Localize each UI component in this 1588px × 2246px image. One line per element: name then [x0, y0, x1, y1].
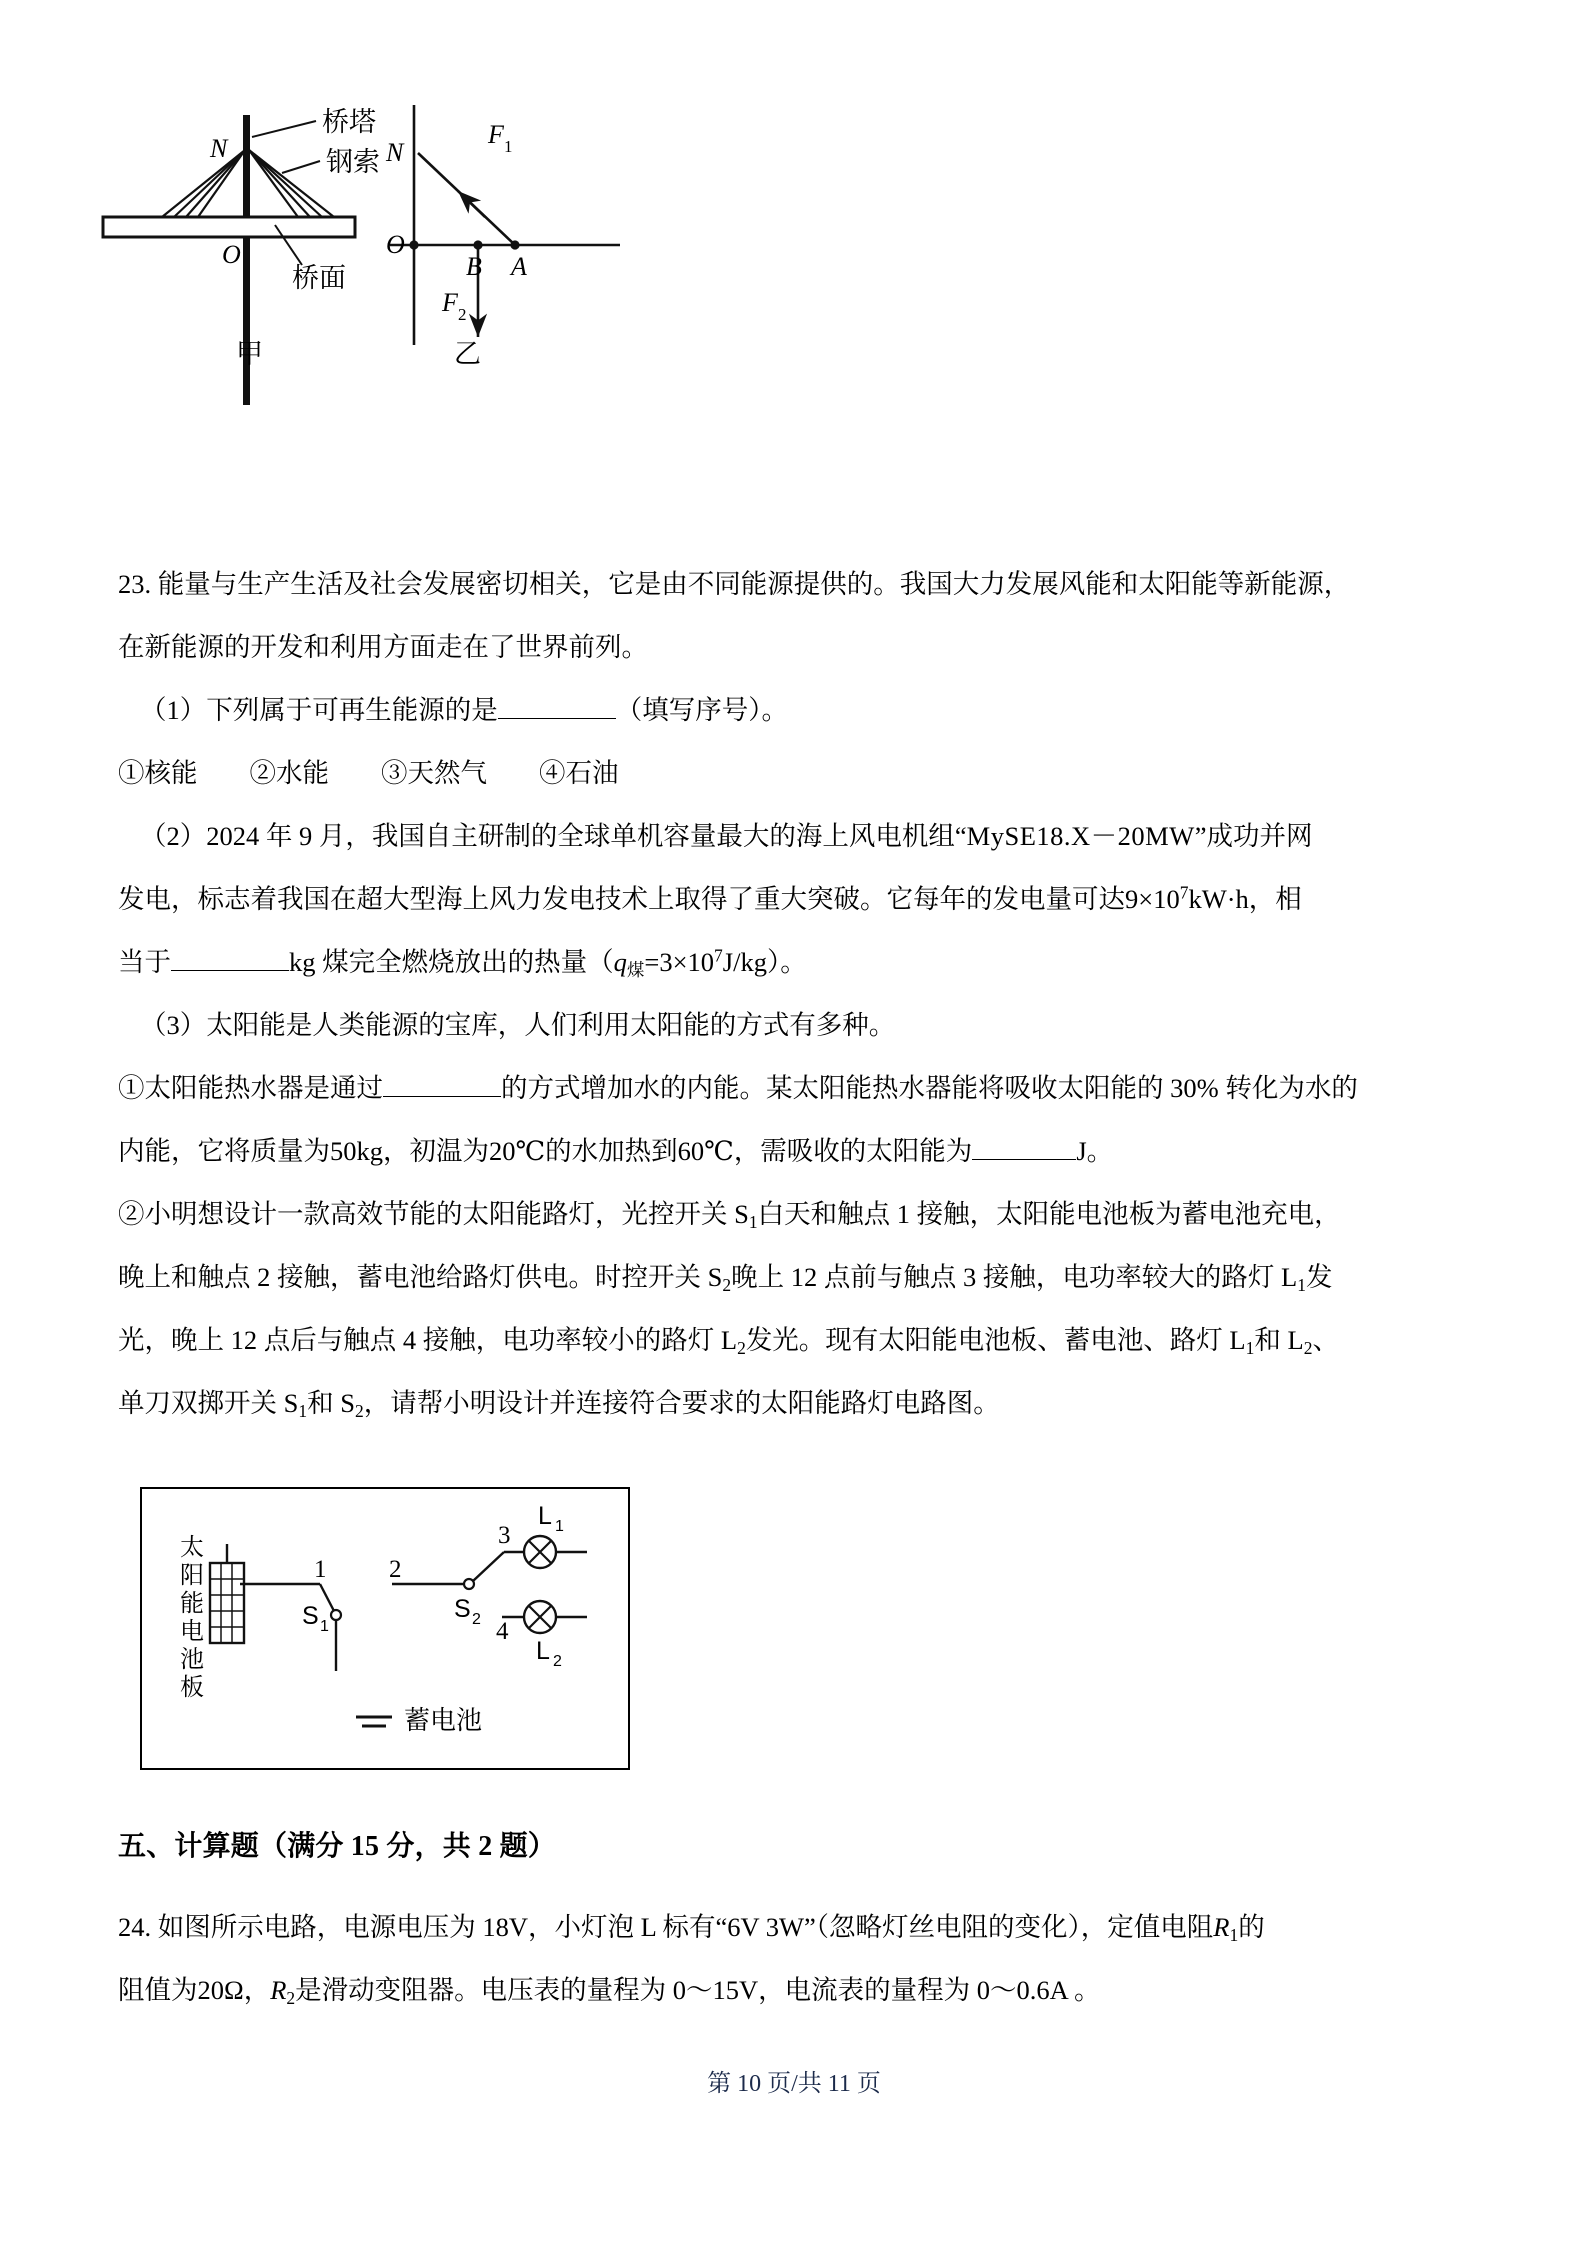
circuit-lamp-L1: L [538, 1502, 552, 1530]
q23-item1-mass: 50kg [330, 1136, 383, 1166]
bridge-label-tower: 桥塔 [322, 107, 376, 137]
q23-part3-item1-line1 [118, 1057, 1478, 1120]
q23-item1-temp2: 60℃ [677, 1136, 734, 1166]
q23-item2-l4-b: 和 S [307, 1388, 355, 1418]
q23-part2-line3 [118, 931, 1478, 994]
force-label-F1: F [488, 120, 504, 149]
force-point-O: O [386, 230, 405, 259]
circuit-diagram [142, 1489, 628, 1768]
bridge-label-cable: 钢索 [326, 147, 380, 177]
question-24-block [118, 1896, 1478, 2022]
q24-l2-a: 阻值为 [118, 1975, 198, 2005]
q23-item2-l3-d: 、 [1312, 1325, 1339, 1355]
q23-stem-text1: 能量与生产生活及社会发展密切相关，它是由不同能源提供的。我国大力发展风能和太阳能等新能源， [157, 569, 1351, 599]
q24-resistor-R2-sub: 2 [286, 1987, 296, 2008]
q23-item2-l3-a: 光，晚上 12 点后与触点 4 接触，电功率较小的路灯 L [118, 1325, 738, 1355]
q24-l1-c: ”（忽略灯丝电阻的变化），定值电阻 [804, 1912, 1214, 1942]
q23-item1-c-d: ，需吸收的太阳能为 [733, 1136, 973, 1166]
q23-part2-q-eq: =3×10 [644, 947, 715, 977]
circuit-switch-S1-sub: 1 [320, 1618, 329, 1635]
q24-l1-a: . 如图所示电路，电源电压为 18V，小灯泡 L 标有“ [144, 1912, 728, 1942]
svg-text:能: 能 [180, 1590, 204, 1617]
q23-item2-l4-sub: 1 [298, 1400, 308, 1421]
q23-item2-l2-b: 晚上 12 点前与触点 3 接触，电功率较大的路灯 L [731, 1262, 1298, 1292]
q23-part2-text3-b: kg 煤完全燃烧放出的热量（ [289, 947, 614, 977]
force-point-N: N [386, 138, 404, 167]
q23-item2-l2-sub2: 1 [1297, 1274, 1306, 1295]
q23-item2-l3-sub: 2 [737, 1337, 746, 1358]
solar-panel-label-group [180, 1534, 204, 1701]
q23-part3-item2-line3 [118, 1309, 1478, 1372]
q24-resistor-R1-sub: 1 [1229, 1924, 1239, 1945]
q23-part3-intro: （3）太阳能是人类能源的宝库，人们利用太阳能的方式有多种。 [140, 1010, 896, 1040]
circuit-contact-1: 1 [314, 1556, 327, 1583]
q23-part2-text-a: （2）2024 年 9 月，我国自主研制的全球单机容量最大的海上风电机组“ [140, 821, 967, 851]
q24-resistor-R2: R [270, 1975, 287, 2005]
q24-resistance-value: 20Ω [197, 1975, 244, 2005]
svg-text:电: 电 [180, 1618, 204, 1645]
circuit-switch-S1: S [302, 1602, 319, 1630]
q23-item2-l4-sub2: 2 [355, 1400, 364, 1421]
q23-part3-item2-line4 [118, 1372, 1478, 1435]
q24-lamp-spec: 6V 3W [727, 1912, 805, 1942]
q23-part2-q-symbol: q [613, 947, 627, 977]
top-figures-group [0, 0, 1588, 520]
circuit-contact-4: 4 [496, 1618, 509, 1645]
svg-text:太: 太 [180, 1534, 204, 1561]
q24-line1 [118, 1896, 1478, 1959]
q23-option-1[interactable]: ①核能 [118, 758, 198, 788]
q23-item1-temp1: 20℃ [489, 1136, 546, 1166]
q23-item1-c-a: 内能，它将质量为 [118, 1136, 330, 1166]
q23-item1-c-c: 的水加热到 [545, 1136, 678, 1166]
q23-part2-q-sub: 煤 [626, 959, 645, 980]
q23-item2-l4-a: 单刀双掷开关 S [118, 1388, 299, 1418]
force-label-F2-sub: 2 [458, 305, 467, 324]
q23-item2-l2-a: 晚上和触点 2 接触，蓄电池给路灯供电。时控开关 S [118, 1262, 723, 1292]
q23-item1-blank2[interactable] [972, 1159, 1076, 1160]
q23-option-2[interactable]: ②水能 [249, 758, 329, 788]
q23-item1-blank[interactable] [383, 1096, 501, 1097]
page-footer: 第 10 页/共 11 页 [707, 2071, 881, 2097]
force-label-F1-sub: 1 [504, 137, 513, 156]
q23-item1-c-b: ，初温为 [383, 1136, 489, 1166]
circuit-diagram-box [140, 1487, 630, 1770]
q23-option-3[interactable]: ③天然气 [381, 758, 487, 788]
q23-part2-text-c: ”成功并网 [1194, 821, 1313, 851]
q23-part1-blank[interactable] [498, 718, 616, 719]
q23-number: 23 [118, 569, 145, 599]
q23-part1-prefix: （1）下列属于可再生能源的是 [140, 695, 498, 725]
force-label-F2: F [442, 288, 458, 317]
svg-text:池: 池 [180, 1646, 204, 1673]
q24-l2-c: ， [243, 1975, 271, 2005]
circuit-battery-label: 蓄电池 [404, 1705, 483, 1735]
q23-part2-energy-exp: 7 [1179, 882, 1189, 903]
svg-text:板: 板 [180, 1674, 204, 1701]
q23-item2-l1-b: 白天和触点 1 接触，太阳能电池板为蓄电池充电， [757, 1199, 1341, 1229]
circuit-switch-S2-sub: 2 [472, 1611, 481, 1628]
q23-item2-l2-c: 发 [1305, 1262, 1333, 1292]
section-5-title: 五、计算题（满分 15 分，共 2 题） [118, 1831, 557, 1862]
circuit-lamp-L2: L [536, 1637, 550, 1665]
q23-part2-q-unit: J/kg [722, 947, 767, 977]
q23-item2-l4-c: ，请帮小明设计并连接符合要求的太阳能路灯电路图。 [363, 1388, 1000, 1418]
q23-item2-l1-sub: 1 [748, 1211, 758, 1232]
q23-item2-l2-sub: 2 [722, 1274, 732, 1295]
circuit-contact-3: 3 [498, 1522, 511, 1549]
q24-l2-d: 是滑动变阻器。电压表的量程为 0～15V，电流表的量程为 0～0.6A 。 [295, 1975, 1101, 2005]
q23-item1-text-b: 的方式增加水的内能。某太阳能热水器能将吸收太阳能的 30% 转化为水的 [501, 1073, 1358, 1103]
q24-l1-d: 的 [1238, 1912, 1265, 1942]
q23-stem-line1 [118, 553, 1478, 616]
q23-part3-item1-line2 [118, 1120, 1478, 1183]
q24-resistor-R1: R [1213, 1912, 1230, 1942]
q23-part2-text2-a: 发电，标志着我国在超大型海上风力发电技术上取得了重大突破。它每年的发电量可达 [118, 884, 1125, 914]
q23-part2-energy-unit: kW·h [1188, 884, 1249, 914]
q23-part1-suffix: （填写序号）。 [615, 695, 788, 725]
force-diagram [380, 95, 710, 465]
q24-line2 [118, 1959, 1478, 2022]
force-point-B: B [466, 252, 482, 281]
q24-number: 24 [118, 1912, 145, 1942]
q23-part2-model: MySE18.X－20MW [966, 821, 1195, 851]
q23-part2-energy: 9×10 [1125, 884, 1180, 914]
q23-part3-item2-line2 [118, 1246, 1478, 1309]
q23-dot: . [144, 569, 158, 599]
q23-item2-l3-c: 和 L [1254, 1325, 1304, 1355]
force-point-A: A [511, 252, 527, 281]
q23-item2-l1-a: ②小明想设计一款高效节能的太阳能路灯，光控开关 S [118, 1199, 749, 1229]
bridge-caption: 甲 [236, 339, 263, 369]
q23-option-4[interactable]: ④石油 [539, 758, 619, 788]
q23-part2-text3-a: 当于 [118, 947, 171, 977]
svg-text:阳: 阳 [180, 1562, 204, 1589]
circuit-lamp-L2-sub: 2 [553, 1653, 562, 1670]
q23-part2-line2 [118, 868, 1478, 931]
q23-part2-text3-c: ）。 [766, 947, 807, 977]
q23-item2-l3-b: 发光。现有太阳能电池板、蓄电池、路灯 L [745, 1325, 1246, 1355]
bridge-point-O: O [222, 240, 241, 269]
circuit-switch-S2: S [454, 1595, 471, 1623]
q23-item2-l3-sub2: 1 [1245, 1337, 1255, 1358]
bridge-label-deck: 桥面 [292, 263, 346, 293]
bridge-point-N: N [210, 134, 228, 163]
q23-part2-q-exp: 7 [714, 945, 723, 966]
q23-part1-options [118, 742, 1478, 805]
circuit-lamp-L1-sub: 1 [555, 1518, 564, 1535]
q23-part1 [118, 679, 1478, 742]
q23-stem-line2: 在新能源的开发和利用方面走在了世界前列。 [118, 632, 648, 662]
circuit-contact-2: 2 [389, 1556, 402, 1583]
q23-item2-l3-sub3: 2 [1303, 1337, 1313, 1358]
force-caption: 乙 [454, 339, 481, 369]
q23-item1-c-e: J。 [1076, 1136, 1114, 1166]
q23-part2-text2-c: ，相 [1248, 884, 1302, 914]
q23-item1-text-a: ①太阳能热水器是通过 [118, 1073, 383, 1103]
q23-part2-blank[interactable] [171, 970, 289, 971]
question-23-block [118, 553, 1478, 1435]
q23-part3-item2-line1 [118, 1183, 1478, 1246]
q23-part2-line1 [118, 805, 1478, 868]
